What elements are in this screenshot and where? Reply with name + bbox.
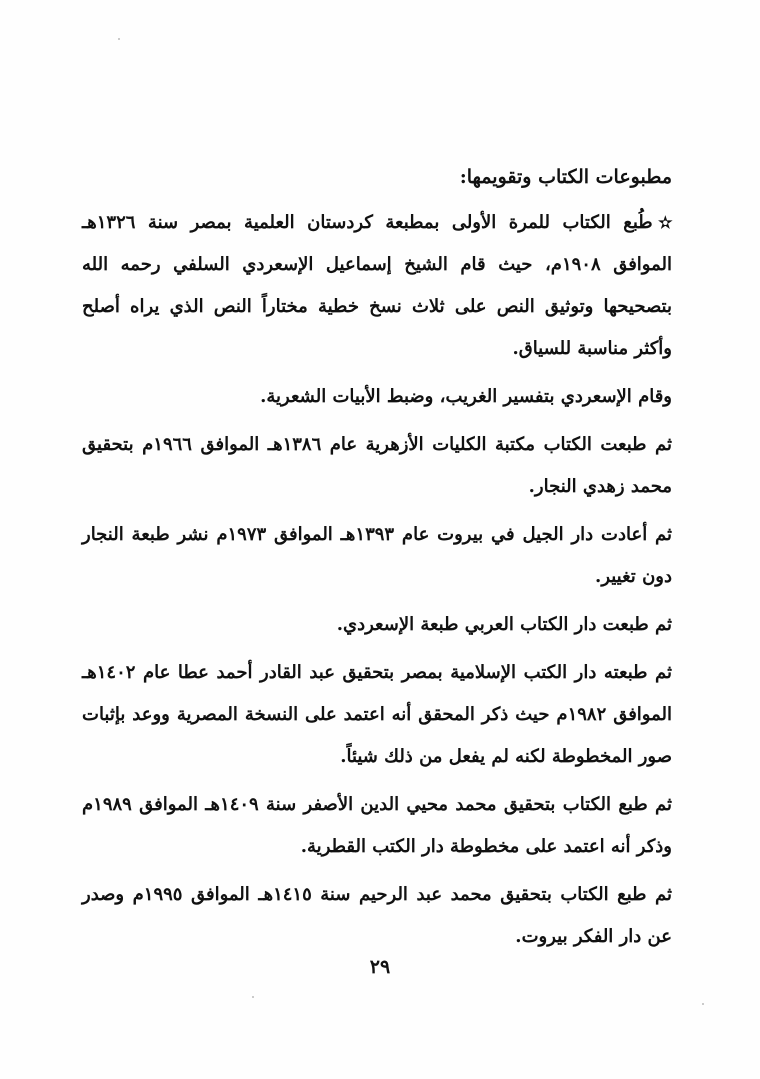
scan-speck	[118, 38, 120, 40]
paragraph-isardi-notes: وقام الإسعردي بتفسير الغريب، وضبط الأبيات الشعرية.	[260, 386, 672, 407]
paragraph-dar-alkitab-alarabi-edition: ثم طبعت دار الكتاب العربي طبعة الإسعردي.	[336, 614, 672, 635]
paragraph-first-edition	[82, 202, 672, 370]
page-number: ٢٩	[369, 956, 391, 978]
scan-speck	[702, 1003, 704, 1005]
paragraph-asfar-edition: ثم طبع الكتاب بتحقيق محمد محيي الدين الأصفر سنة ١٤٠٩هـ الموافق ١٩٨٩م وذكر أنه اعتمد على مخطوطة دار الكتب القطرية.	[82, 794, 672, 857]
page-body	[82, 158, 672, 964]
paragraph-text: طُبع الكتاب للمرة الأولى بمطبعة كردستان العلمية بمصر سنة ١٣٢٦هـ الموافق ١٩٠٨م، حيث قام الشيخ إسماعيل الإسعردي السلفي رحمه الله بتصحيحها وتوثيق النص على ثلاث نسخ خطية مختاراً النص الذي يراه أصلح وأكثر مناسبة للسياق.	[82, 212, 672, 359]
paragraph-dar-aljil-edition: ثم أعادت دار الجيل في بيروت عام ١٣٩٣هـ الموافق ١٩٧٣م نشر طبعة النجار دون تغيير.	[82, 524, 673, 587]
paragraph-dar-alkutub-islamiya-edition: ثم طبعته دار الكتب الإسلامية بمصر بتحقيق عبد القادر أحمد عطا عام ١٤٠٢هـ الموافق ١٩٨٢م حيث ذكر المحقق أنه اعتمد على النسخة المصرية ووعد بإثبات صور المخطوطة لكنه لم يفعل من ذلك شيئاً.	[82, 662, 672, 767]
star-bullet-icon: ✫	[658, 213, 672, 232]
scan-speck	[252, 996, 254, 998]
paragraph-azhar-edition: ثم طبعت الكتاب مكتبة الكليات الأزهرية عام ١٣٨٦هـ الموافق ١٩٦٦م بتحقيق محمد زهدي النجار.	[82, 434, 672, 497]
section-heading: مطبوعات الكتاب وتقويمها:	[459, 166, 672, 188]
paragraph-abdelrahim-edition: ثم طبع الكتاب بتحقيق محمد عبد الرحيم سنة ١٤١٥هـ الموافق ١٩٩٥م وصدر عن دار الفكر بيروت.	[82, 884, 673, 947]
